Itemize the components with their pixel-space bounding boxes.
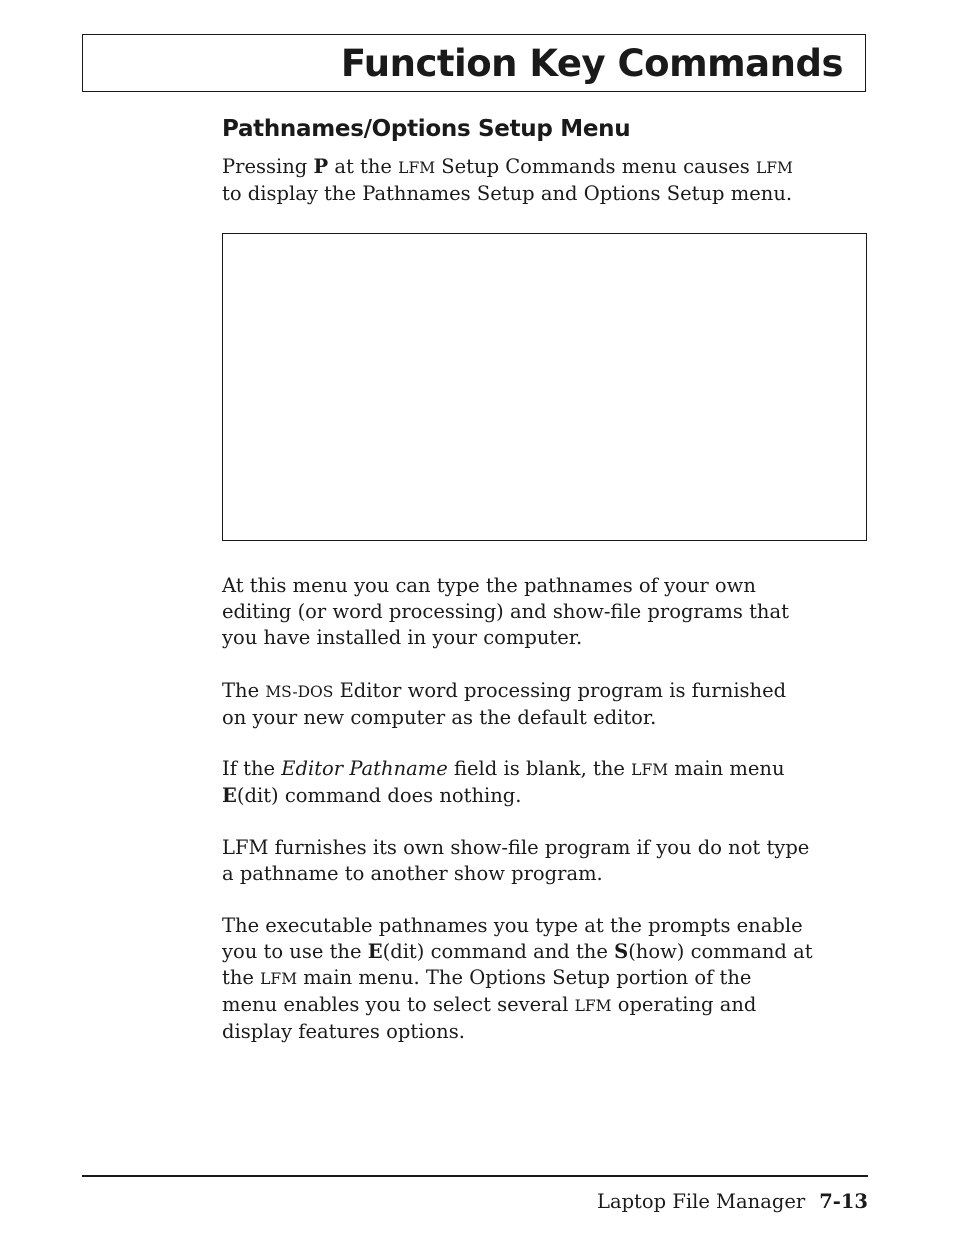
paragraph-editor-pathname (222, 756, 872, 809)
text-line: LFM furnishes its own show-file program if you do not type (222, 836, 810, 859)
paragraph-executable-pathnames (222, 913, 872, 1045)
text-line: on your new computer as the default editor. (222, 706, 657, 729)
text-line: display features options. (222, 1020, 465, 1043)
text-run: (dit) command does nothing. (236, 784, 522, 807)
menu-screen-placeholder (222, 233, 867, 541)
text-line: you have installed in your computer. (222, 626, 583, 649)
paragraph-pathnames (222, 573, 872, 651)
chapter-title: Function Key Commands (340, 42, 843, 85)
key-p: P (313, 155, 329, 178)
chapter-header-box (82, 34, 866, 92)
text-run: at the (328, 155, 399, 178)
text-run: you to use the (222, 940, 368, 963)
field-name: Editor Pathname (281, 757, 448, 780)
paragraph-show-file (222, 835, 872, 887)
page-footer (597, 1188, 868, 1216)
lfm-abbrev: LFM (574, 997, 612, 1015)
text-run: (how) command at (628, 940, 813, 963)
text-run: main menu. The Options Setup portion of the (297, 966, 752, 989)
text-run: (dit) command and the (382, 940, 615, 963)
page-number: 7-13 (819, 1190, 868, 1213)
key-e: E (222, 784, 237, 807)
text-run: operating and (611, 993, 757, 1016)
intro-paragraph (222, 154, 872, 207)
book-title: Laptop File Manager (597, 1190, 806, 1213)
key-e: E (367, 940, 383, 963)
msdos-abbrev: MS-DOS (265, 683, 334, 701)
text-run: Editor word processing program is furnished (333, 679, 787, 702)
text-run: Pressing (222, 155, 314, 178)
text-run: menu enables you to select several (222, 993, 575, 1016)
lfm-abbrev: LFM (755, 159, 793, 177)
text-line: editing (or word processing) and show-file programs that (222, 600, 789, 623)
paragraph-msdos-editor (222, 678, 872, 731)
text-run: Setup Commands menu causes (435, 155, 756, 178)
text-line: a pathname to another show program. (222, 862, 603, 885)
lfm-abbrev: LFM (631, 761, 669, 779)
footer-rule (82, 1175, 868, 1177)
lfm-abbrev: LFM (398, 159, 436, 177)
text-run: The (222, 679, 266, 702)
text-line: to display the Pathnames Setup and Options Setup menu. (222, 182, 793, 205)
section-heading: Pathnames/Options Setup Menu (222, 116, 631, 142)
key-s: S (614, 940, 629, 963)
text-line: At this menu you can type the pathnames of your own (222, 574, 756, 597)
text-run: field is blank, the (447, 757, 632, 780)
text-run: If the (222, 757, 282, 780)
text-line: The executable pathnames you type at the prompts enable (222, 914, 803, 937)
text-run: main menu (668, 757, 785, 780)
text-run: the (222, 966, 261, 989)
lfm-abbrev: LFM (260, 970, 298, 988)
